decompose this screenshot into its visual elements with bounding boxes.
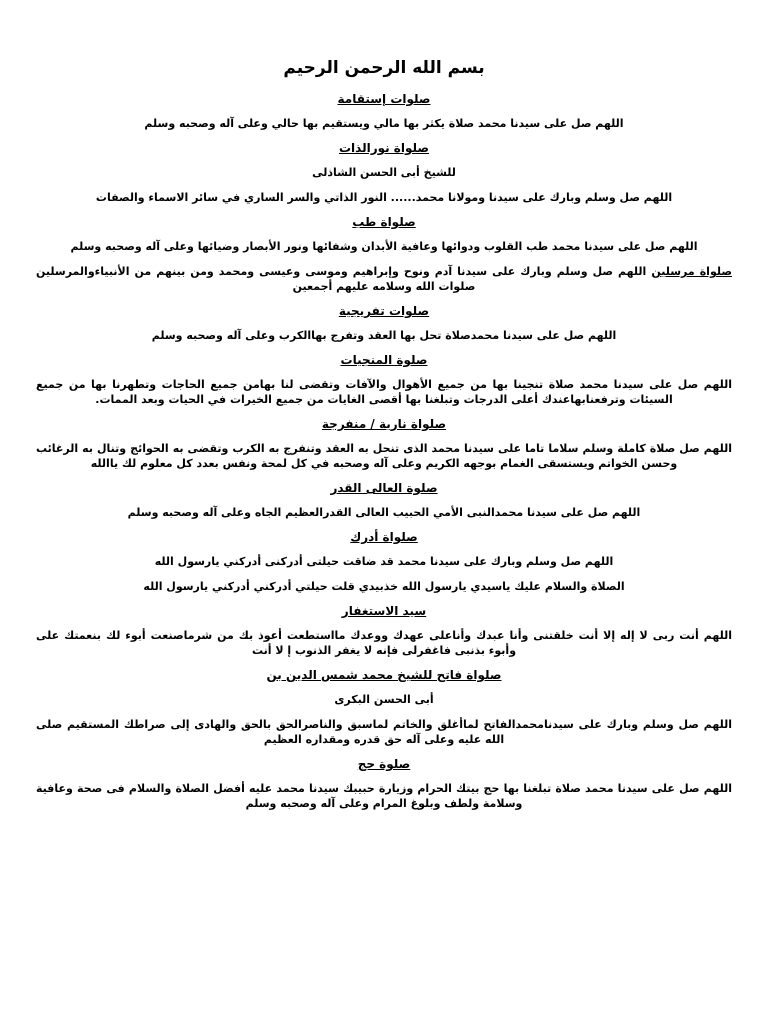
prayer-text: اللهم أنت ربى لا إله إلا أنت خلقتنى وأنا عبدك وأناعلى عهدك ووعدك مااستطعت أعوذ بك من شرماصنعت أبوء لك بنعمتك على وأبوء بذنبى فاغفرلى فإنه لا يغفر الذنوب إ لا أنت — [36, 629, 732, 657]
prayer-text: اللهم صل على سيدنا محمد صلاة تنجينا بها من جميع الأهوال والآفات وتقضى لنا بهامن جميع الحاجات وتطهرنا بها من جميع السيئات وترفعنابهاعندك أعلى الدرجات وتبلغنا بها أقصى الغايات من جميع الخيرات في الحيات وبعد الممات. — [36, 378, 732, 406]
section-heading: صلوة حج — [357, 757, 411, 771]
prayer-text: اللهم صل وسلم وبارك على سيدنا آدم ونوح وإبراهيم وموسى وعيسى ومحمد ومن بينهم من الأنبياءوالمرسلين صلوات الله وسلامه عليهم أجمعين — [36, 265, 647, 293]
prayer-text: اللهم صل صلاة كاملة وسلم سلاما تاما على سيدنا محمد الذى تنحل به العقد وتنفرج به الكرب وتقضى به الحوائج وتنال به الرغائب وحسن الخواتم ويستسقى الغمام بوجهه الكريم وعلى آله وصحبه في كل لمحة ونفس بعدد كل معلوم لك ياالله — [36, 442, 732, 470]
section-heading: صلواة فاتح للشيخ محمد شمس الدين بن — [266, 668, 502, 682]
attribution-text: أبى الحسن البكرى — [334, 693, 434, 706]
prayer-text: اللهم صل على سيدنا محمد صلاة يكثر بها مالي ويستقيم بها حالي وعلى آله وصحبه وسلم — [144, 117, 624, 130]
prayer-text: اللهم صل على سيدنا محمد طب القلوب ودوائها وعافية الأبدان وشفائها ونور الأبصار وضيائها وعلى آله وصحبه وسلم — [70, 240, 698, 253]
prayer-text: اللهم صل على سيدنا محمدصلاة تحل بها العقد وتفرج بهاالكرب وعلى آله وصحبه وسلم — [151, 329, 617, 342]
section-heading: صلوة العالى القدر — [330, 481, 438, 495]
section-heading: صلوات إستقامة — [337, 92, 431, 106]
section-heading: صلوات تفريجية — [338, 304, 430, 318]
attribution-text: للشيخ أبى الحسن الشاذلى — [312, 166, 456, 179]
section-heading: صلوة المنجيات — [340, 353, 428, 367]
section-heading: صلواة نارية / منفرجة — [321, 417, 447, 431]
section-heading: صلواة نورالذات — [338, 141, 430, 155]
prayer-text: اللهم صل على سيدنا محمدالنبى الأمي الحبيب العالى القدرالعظيم الجاه وعلى آله وصحبه وسلم — [127, 506, 641, 519]
inline-section-heading: صلواة مرسلين — [651, 265, 732, 278]
prayer-text: اللهم صل وسلم وبارك على سيدنا محمد قد ضاقت حيلتى أدركنى أدركني يارسول الله — [154, 555, 614, 568]
section-heading: صلواة أدرك — [350, 530, 418, 544]
prayer-text: اللهم صل وسلم وبارك على سيدنا ومولانا محمد...... النور الذاتي والسر الساري في سائر الاسماء والصفات — [95, 191, 673, 204]
prayer-paragraph — [36, 264, 732, 294]
prayer-text: الصلاة والسلام عليك ياسيدي يارسول الله خذبيدي قلت حيلتي أدركني أدركني يارسول الله — [143, 580, 625, 593]
section-heading: سيد الاستغفار — [341, 604, 427, 618]
section-heading: صلواة طب — [352, 215, 416, 229]
prayer-text: اللهم صل على سيدنا محمد صلاة تبلغنا بها حج بيتك الحرام وزيارة حبيبك سيدنا محمد عليه أفضل الصلاة والسلام فى صحة وعافية وسلامة ولطف وبلوغ المرام وعلى آله وصحبه وسلم — [36, 782, 732, 810]
prayer-text: اللهم صل وسلم وبارك على سيدنامحمدالفاتح لماأغلق والخاتم لماسبق والناصرالحق بالحق والهادى إلى صراطك المستقيم صلى الله عليه وعلى آله حق قدره ومقداره العظيم — [36, 718, 732, 746]
document-title: بسم الله الرحمن الرحيم — [283, 58, 485, 78]
